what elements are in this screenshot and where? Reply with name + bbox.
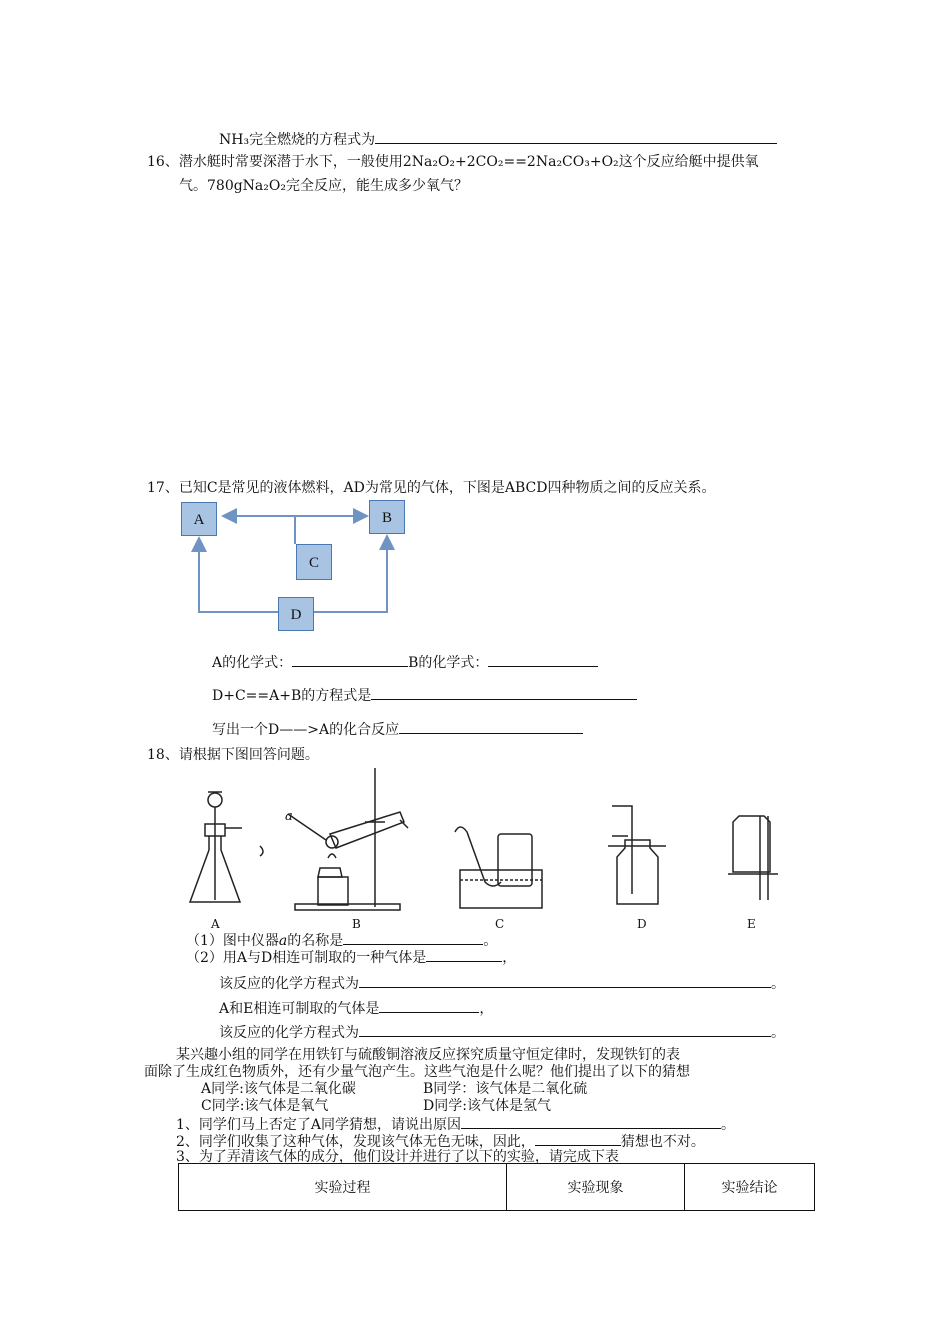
substance-c-box: C xyxy=(296,544,332,580)
q18-stem: 18、请根据下图回答问题。 xyxy=(147,747,319,763)
answer-blank[interactable] xyxy=(292,652,408,667)
apparatus-label-e: E xyxy=(747,917,756,931)
apparatus-label-d: D xyxy=(637,917,647,931)
inquiry-item2: 2、同学们收集了这种气体，发现该气体无色无味，因此， 猜想也不对。 xyxy=(176,1131,705,1151)
substance-d-box: D xyxy=(278,597,314,631)
substance-b-box: B xyxy=(369,500,405,534)
answer-blank[interactable] xyxy=(379,998,479,1013)
answer-blank[interactable] xyxy=(343,930,483,945)
guess-b: B同学：该气体是二氧化硫 xyxy=(423,1081,588,1097)
table-header-process: 实验过程 xyxy=(179,1164,507,1211)
q18-sub2: （2）用A与D相连可制取的一种气体是 ， xyxy=(186,947,516,967)
guess-d: D同学:该气体是氢气 xyxy=(423,1098,551,1114)
apparatus-label-b: B xyxy=(352,917,361,931)
apparatus-a-flask-icon xyxy=(190,792,263,902)
experiment-table xyxy=(178,1163,815,1211)
reaction-equation: 2Na₂O₂+2CO₂==2Na₂CO₃+O₂ xyxy=(402,154,619,170)
answer-blank[interactable] xyxy=(359,1022,771,1037)
substance-a-box: A xyxy=(181,502,217,536)
nh3-combustion-line: NH₃完全燃烧的方程式为 xyxy=(219,129,777,149)
q17-combination-line: 写出一个D——>A的化合反应 xyxy=(212,719,583,739)
table-header-phenomenon: 实验现象 xyxy=(507,1164,685,1211)
inquiry-para2: 面除了生成红色物质外，还有少量气泡产生。这些气泡是什么呢？他们提出了以下的猜想 xyxy=(144,1064,690,1080)
answer-blank[interactable] xyxy=(488,652,598,667)
guess-c: C同学:该气体是氧气 xyxy=(201,1098,329,1114)
q17-stem: 17、已知C是常见的液体燃料，AD为常见的气体，下图是ABCD四种物质之间的反应关系。 xyxy=(147,480,716,496)
answer-blank[interactable] xyxy=(359,973,771,988)
apparatus-label-c: C xyxy=(495,917,505,931)
answer-blank[interactable] xyxy=(399,719,583,734)
apparatus-figure xyxy=(180,762,800,937)
answer-blank[interactable] xyxy=(461,1114,721,1129)
q17-equation-line: D+C==A+B的方程式是 xyxy=(212,685,637,705)
q16-line2: 气。780gNa₂O₂完全反应，能生成多少氧气？ xyxy=(179,178,468,194)
answer-blank[interactable] xyxy=(426,947,502,962)
answer-blank[interactable] xyxy=(535,1131,621,1146)
table-header-conclusion: 实验结论 xyxy=(685,1164,815,1211)
inquiry-para1: 某兴趣小组的同学在用铁钉与硫酸铜溶液反应探究质量守恒定律时，发现铁钉的表 xyxy=(176,1047,680,1063)
q16-line1: 16、潜水艇时常要深潜于水下，一般使用2Na₂O₂+2CO₂==2Na₂CO₃+O₂这个反应给艇中提供氧 xyxy=(147,154,759,170)
apparatus-e-inverted-bottle-icon xyxy=(728,816,778,900)
q17-formulas: A的化学式： B的化学式： xyxy=(212,652,598,672)
q18-ae-gas: A和E相连可制取的气体是 ， xyxy=(219,998,493,1018)
instrument-a-label: a xyxy=(285,809,293,824)
q18-sub1: （1）图中仪器a的名称是 。 xyxy=(186,930,497,950)
guess-a: A同学:该气体是二氧化碳 xyxy=(201,1081,356,1097)
apparatus-b-heating-icon xyxy=(288,768,408,910)
inquiry-item1: 1、同学们马上否定了A同学猜想，请说出原因 。 xyxy=(176,1114,735,1134)
answer-blank[interactable] xyxy=(371,685,637,700)
inquiry-item3: 3、为了弄清该气体的成分，他们设计并进行了以下的实验，请完成下表 xyxy=(176,1149,619,1165)
q18-eq2: 该反应的化学方程式为 。 xyxy=(219,1022,785,1042)
apparatus-c-water-trough-icon xyxy=(455,827,542,908)
apparatus-d-collection-bottle-icon xyxy=(608,806,666,904)
q18-eq1: 该反应的化学方程式为 。 xyxy=(219,973,785,993)
table-row xyxy=(179,1164,815,1211)
apparatus-label-a: A xyxy=(211,917,220,931)
